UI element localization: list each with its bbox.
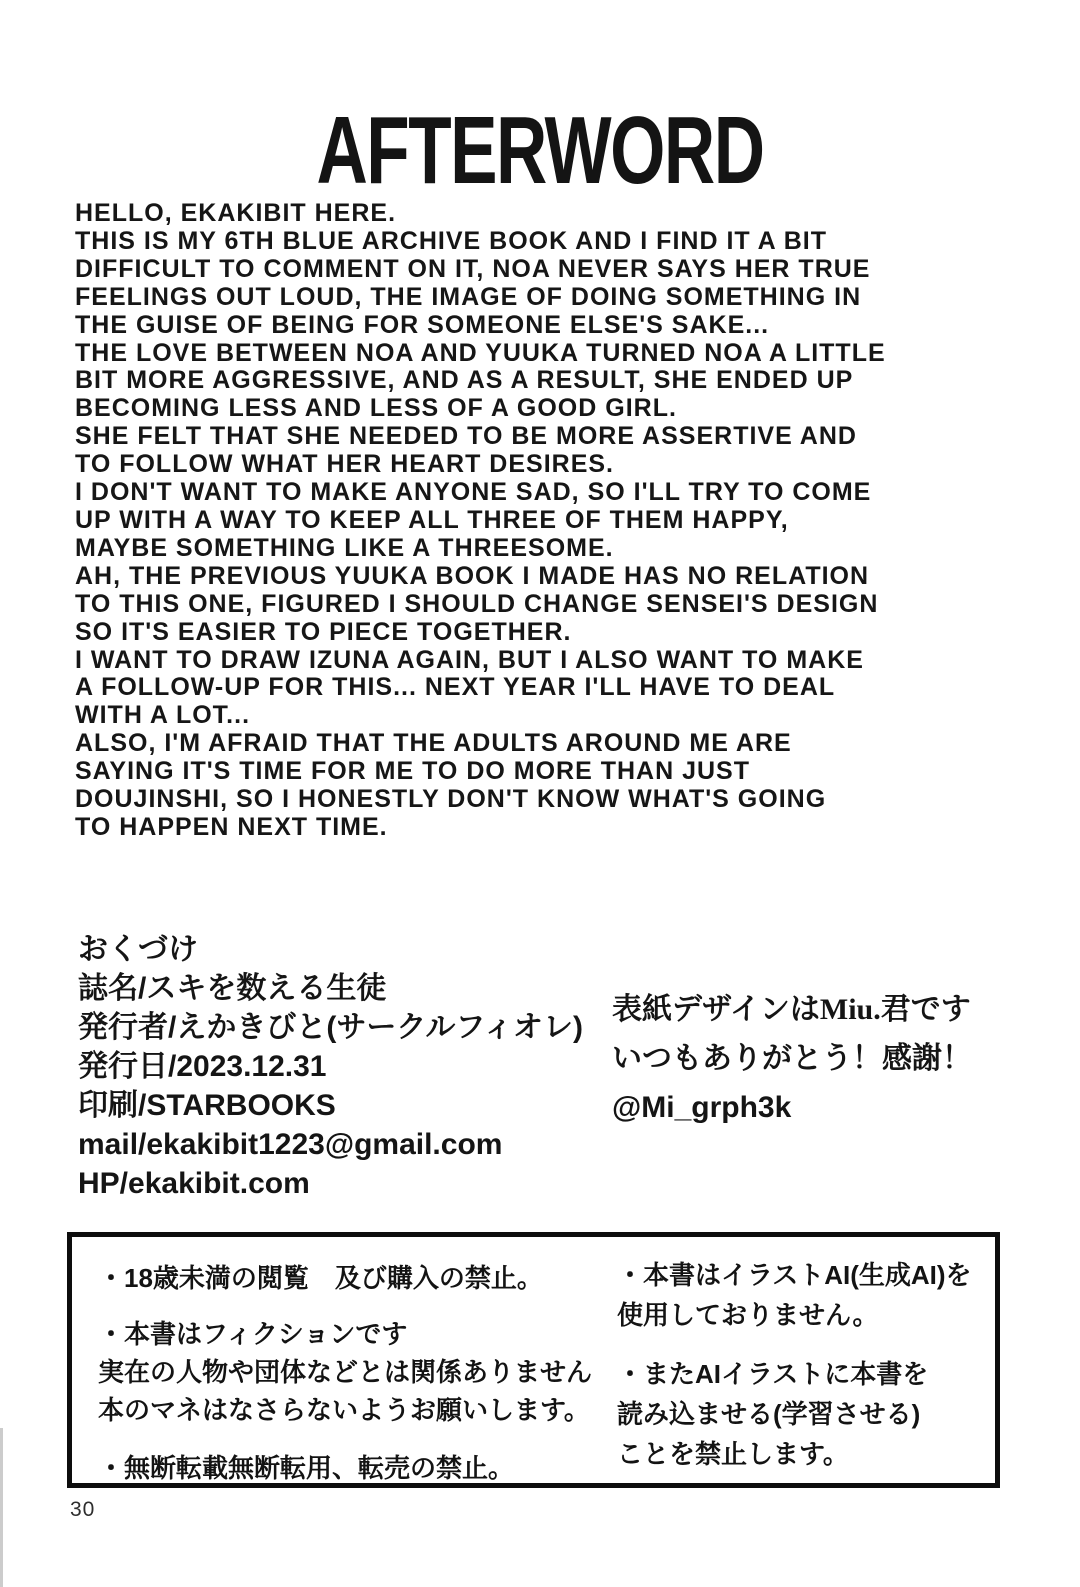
afterword-line: A FOLLOW-UP FOR THIS... NEXT YEAR I'LL HAVE TO DEAL [75,673,836,702]
thanks-line: いつもありがとう！感謝！ [612,1042,972,1075]
afterword-line: BECOMING LESS AND LESS OF A GOOD GIRL. [75,394,677,423]
afterword-line: AH, THE PREVIOUS YUUKA BOOK I MADE HAS NO RELATION [75,561,870,590]
afterword-line: THE LOVE BETWEEN NOA AND YUUKA TURNED NOA A LITTLE [75,338,886,367]
disclaimer-no-ai-training: ・またAIイラストに本書を 読み込ませる(学習させる) ことを禁止します。 [617,1359,929,1469]
colophon-homepage: HP/ekakibit.com [78,1167,310,1200]
afterword-line: SO IT'S EASIER TO PIECE TOGETHER. [75,617,572,646]
afterword-line: BIT MORE AGGRESSIVE, AND AS A RESULT, SHE ENDED UP [75,366,854,395]
colophon-heading: おくづけ [78,933,198,966]
afterword-line: WITH A LOT... [75,701,251,730]
afterword-line: DIFFICULT TO COMMENT ON IT, NOA NEVER SAYS HER TRUE [75,254,871,283]
thanks-line: 表紙デザインはMiu.君です [612,993,971,1026]
afterword-line: ALSO, I'M AFRAID THAT THE ADULTS AROUND ME ARE [75,729,792,758]
afterword-line: I DON'T WANT TO MAKE ANYONE SAD, SO I'LL TRY TO COME [75,478,872,507]
disclaimer-right-column [617,1255,972,1493]
disclaimer-left-column [98,1259,592,1506]
colophon-publisher: 発行者/えかきびと(サークルフィオレ) [78,1011,584,1044]
colophon-block [78,930,583,1203]
colophon-publish-date: 発行日/2023.12.31 [78,1050,327,1083]
afterword-line: UP WITH A WAY TO KEEP ALL THREE OF THEM HAPPY, [75,505,789,534]
afterword-line: SHE FELT THAT SHE NEEDED TO BE MORE ASSERTIVE AND [75,422,857,451]
afterword-line: SAYING IT'S TIME FOR ME TO DO MORE THAN JUST [75,757,750,786]
afterword-line: THIS IS MY 6TH BLUE ARCHIVE BOOK AND I FIND IT A BIT [75,226,828,255]
page-title: AFTERWORD [316,97,764,204]
disclaimer-box [67,1232,1000,1488]
afterword-line: THE GUISE OF BEING FOR SOMEONE ELSE'S SAKE... [75,310,770,339]
afterword-line: TO FOLLOW WHAT HER HEART DESIRES. [75,450,615,479]
afterword-text-block [75,200,985,842]
afterword-line: MAYBE SOMETHING LIKE A THREESOME. [75,533,614,562]
colophon-printer: 印刷/STARBOOKS [78,1089,336,1122]
designer-twitter-handle: @Mi_grph3k [612,1091,792,1124]
disclaimer-fiction-notice: ・本書はフィクションです 実在の人物や団体などとは関係ありません 本のマネはなさらないようお願いします。 [98,1320,593,1425]
scan-edge-artifact [0,1428,3,1587]
afterword-line: DOUJINSHI, SO I HONESTLY DON'T KNOW WHAT'S GOING [75,785,827,814]
afterword-line: TO THIS ONE, FIGURED I SHOULD CHANGE SENSEI'S DESIGN [75,589,879,618]
afterword-line: I WANT TO DRAW IZUNA AGAIN, BUT I ALSO WANT TO MAKE [75,645,864,674]
disclaimer-no-ai-used: ・本書はイラストAI(生成AI)を 使用しておりません。 [617,1260,972,1330]
afterword-line: TO HAPPEN NEXT TIME. [75,812,388,841]
page-number: 30 [70,1498,96,1521]
colophon-mail: mail/ekakibit1223@gmail.com [78,1128,503,1161]
disclaimer-age-restriction: ・18歳未満の閲覧 及び購入の禁止。 [98,1263,543,1293]
colophon-book-title: 誌名/スキを数える生徒 [78,972,387,1005]
afterword-line: HELLO, EKAKIBIT HERE. [75,199,397,227]
disclaimer-no-reproduction: ・無断転載無断転用、転売の禁止。 [98,1453,515,1483]
cover-design-thanks [612,985,972,1132]
afterword-line: FEELINGS OUT LOUD, THE IMAGE OF DOING SOMETHING IN [75,282,862,311]
